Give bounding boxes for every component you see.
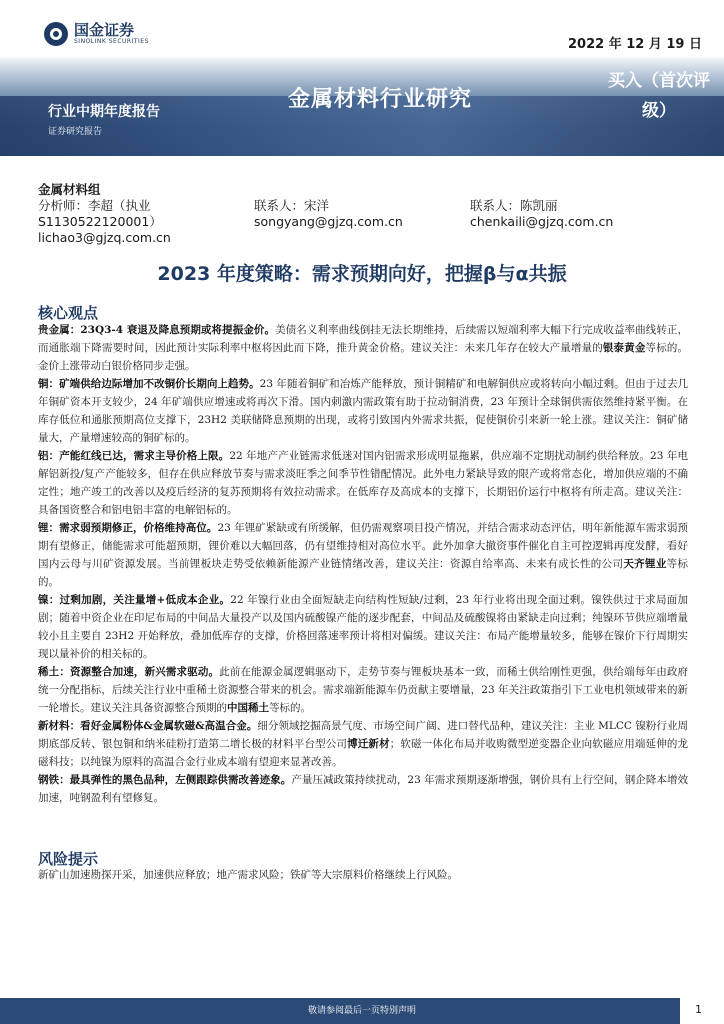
paragraph-heading: 铝：产能红线已达，需求主导价格上限。 — [38, 450, 230, 462]
analyst-2-email[interactable]: songyang@gjzq.com.cn — [254, 214, 403, 229]
core-paragraph — [38, 663, 688, 717]
analyst-1-email[interactable]: lichao3@gjzq.com.cn — [38, 230, 171, 245]
paragraph-heading: 稀土：资源整合加速，新兴需求驱动。 — [38, 666, 220, 678]
paragraph-body: 22 年镍行业由全面短缺走向结构性短缺/过剩，23 年行业将出现全面过剩。镍铁供过于求局面加剧；随着中资企业在印尼布局的中间品大量投产以及国内硫酸镍产能的逐步配套，中间品及硫酸镍将由紧缺走向过剩；纯镍环节供应端增量较小且主要自 23H2 开始释放，叠加低库存的支撑，价格回落速率预计将相对偏缓。建议关注：布局产能增量较多，能够在镍价下行周期实现以量补价的相关标的。 — [38, 594, 688, 660]
highlighted-stock: 博迁新材 — [347, 738, 390, 750]
paragraph-heading: 镍：过剩加剧，关注量增+低成本企业。 — [38, 594, 231, 606]
report-header — [0, 0, 724, 156]
core-paragraph — [38, 771, 688, 807]
report-subtype: 证券研究报告 — [48, 127, 103, 137]
highlighted-stock: 银泰黄金 — [602, 342, 646, 354]
paragraph-body: 23 年锂矿紧缺或有所缓解，但仍需观察项目投产情况，并结合需求动态评估，明年新能源车需求弱预期有望修正，储能需求可能超预期，锂价难以大幅回落，仍有望维持相对高位水平。此外加拿大撤资事件催化自主可控逻辑再度发酵，看好国内云母与川矿资源发展。当前锂板块走势受依赖新能源产业链情绪改善，建议关注：资源自给率高、未来有成长性的公司 — [38, 522, 688, 570]
section-risk-heading: 风险提示 — [38, 850, 99, 868]
analyst-1 — [38, 198, 238, 246]
logo-cn: 国金证券 — [74, 21, 135, 39]
paragraph-tail: 等标的。金价上涨带动白银价格同步走强。 — [38, 342, 689, 372]
paragraph-heading: 新材料：看好金属粉体&金属软磁&高温合金。 — [38, 720, 258, 732]
paragraph-body: 22 年地产产业链需求低迷对国内铝需求形成明显拖累，供应端不定期扰动制约供给释放。23 年电解铝新投/复产产能较多，但存在供应释放节奏与需求淡旺季之间季节性错配情况。此外电力紧缺导致的限产或将常态化，增加供应端的不确定性；地产竣工的改善以及疫后经济的复苏预期将有效拉动需求。在低库存及高成本的支撑下，长期铝价运行中枢将有所走高。建议关注：具备国资整合和铝电铝丰富的电解铝标的。 — [38, 450, 689, 516]
analyst-3-name: 联系人：陈凯丽 — [470, 198, 558, 213]
page-number-box — [680, 998, 724, 1024]
risk-text: 新矿山加速勘探开采，加速供应释放；地产需求风险；铁矿等大宗原料价格继续上行风险。 — [38, 869, 458, 881]
core-paragraph — [38, 717, 688, 771]
analyst-3 — [470, 198, 690, 230]
core-paragraph — [38, 321, 688, 375]
paragraph-heading: 钢铁：最具弹性的黑色品种，左侧跟踪供需改善迹象。 — [38, 774, 292, 786]
core-paragraph — [38, 519, 688, 591]
analyst-2 — [254, 198, 464, 230]
paragraph-body: 细分领域挖掘高景气度、市场空间广阔、进口替代品种，建议关注：主业 MLCC 镍粉行业周期底部反转、银包铜和纳米硅粉打造第二增长极的材料平台型公司 — [38, 720, 688, 750]
core-paragraph — [38, 375, 688, 447]
report-type: 行业中期年度报告 — [48, 104, 160, 120]
rating-badge: 买入（首次评级） — [608, 71, 710, 121]
core-paragraph — [38, 591, 688, 663]
section-core-heading: 核心观点 — [38, 304, 99, 322]
document-title: 2023 年度策略：需求预期向好，把握β与α共振 — [157, 263, 567, 285]
company-logo — [44, 22, 149, 46]
analyst-block — [38, 182, 698, 245]
paragraph-heading: 铜：矿端供给边际增加不改铜价长期向上趋势。 — [38, 378, 260, 390]
page-number: 1 — [695, 1003, 702, 1016]
industry-title: 金属材料行业研究 — [288, 87, 473, 112]
paragraph-body: 美债名义利率曲线倒挂无法长期维持，后续需以短端利率大幅下行完成收益率曲线转正，而通胀端下降需要时间，因此预计实际利率中枢将因此而下降，推升黄金价格。建议关注：未来几年存在较大产量增量的 — [38, 324, 688, 354]
analyst-1-name: 分析师：李超（执业 S1130522120001） — [38, 198, 162, 229]
footer-notice: 敬请参阅最后一页特别声明 — [307, 1006, 416, 1016]
paragraph-tail: 等标的。 — [269, 702, 311, 714]
paragraph-tail: 等标的。 — [38, 558, 689, 588]
analyst-2-name: 联系人：宋洋 — [254, 198, 330, 213]
team-name: 金属材料组 — [38, 182, 101, 197]
paragraph-body: 23 年随着铜矿和冶炼产能释放，预计铜精矿和电解铜供应或将转向小幅过剩。但由于过去几年铜矿资本开支较少，24 年矿端供应增速或将再次下滑。国内刺激内需政策有助于拉动铜消费，23 年预计全球铜供需依然维持紧平衡。在库存低位和通胀预期高位支撑下，23H2 美联储降息预期的出现，或将引致国内外需求共振，促使铜价引来新一轮上涨。建议关注：铜矿储量大，产量增速较高的铜矿标的。 — [38, 378, 688, 444]
paragraph-heading: 锂：需求弱预期修正，价格维持高位。 — [38, 522, 218, 534]
paragraph-tail: ；软磁一体化布局并收购微型逆变器企业向软磁应用端延伸的龙磁科技；以纯镍为原料的高温合金行业成本端有望迎来显著改善。 — [38, 738, 689, 768]
core-views — [38, 321, 688, 807]
paragraph-body: 此前在能源金属逻辑驱动下，走势节奏与锂板块基本一致，而稀土供给刚性更强，供给端每年由政府统一分配指标，后续关注行业中重稀土资源整合带来的机会。需求端新能源车仍贡献主要增量，23 年关注政策指引下工业电机领域带来的新一轮增长。建议关注具备资源整合预期的 — [38, 666, 689, 714]
core-paragraph — [38, 447, 688, 519]
report-date: 2022 年 12 月 19 日 — [568, 37, 702, 52]
paragraph-body: 产量压减政策持续扰动，23 年需求预期逐渐增强，钢价具有上行空间，钢企降本增效加速，吨钢盈利有望修复。 — [38, 774, 689, 804]
logo-mark-icon — [44, 22, 68, 46]
analyst-3-email[interactable]: chenkaili@gjzq.com.cn — [470, 214, 614, 229]
logo-en: SINOLINK SECURITIES — [74, 38, 149, 45]
highlighted-stock: 中国稀土 — [227, 702, 269, 714]
highlighted-stock: 天齐锂业 — [623, 558, 667, 570]
paragraph-heading: 贵金属：23Q3-4 衰退及降息预期或将提振金价。 — [38, 324, 276, 336]
